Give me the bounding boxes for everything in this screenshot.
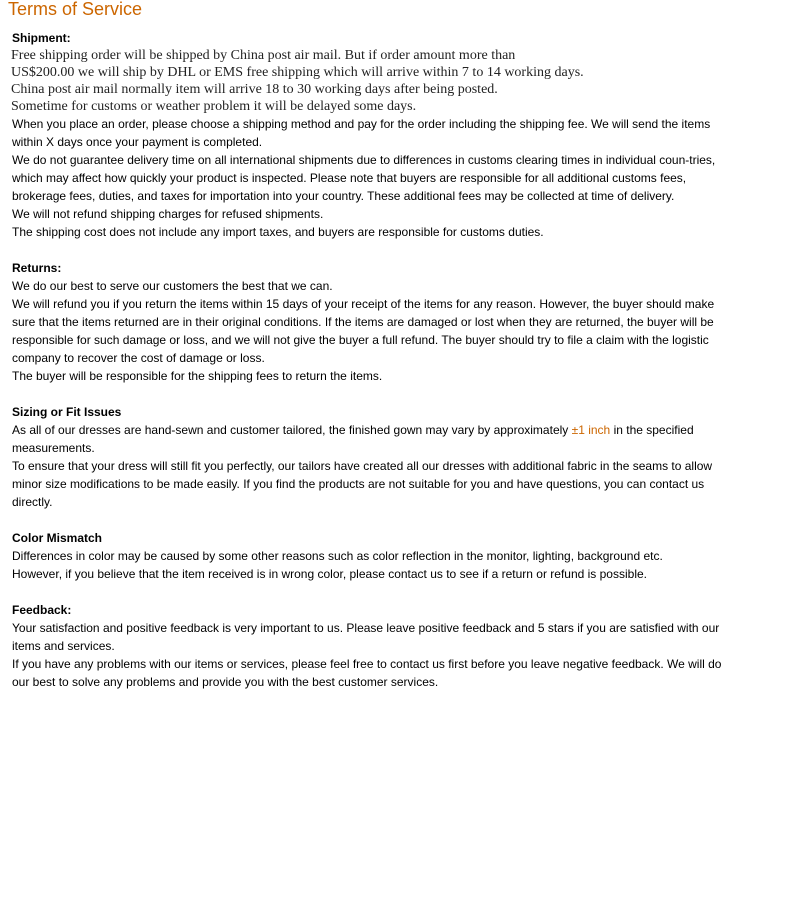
returns-heading: Returns: <box>12 261 62 275</box>
color-paragraph: However, if you believe that the item received is in wrong color, please contact us to see if a return or refund is possible. <box>12 567 647 581</box>
color-paragraph: Differences in color may be caused by some other reasons such as color reflection in the monitor, lighting, background etc. <box>12 549 663 563</box>
feedback-heading: Feedback: <box>12 603 72 617</box>
feedback-paragraph: Your satisfaction and positive feedback is very important to us. Please leave positive feedback and 5 stars if you are satisfied with our items and services. <box>12 621 720 653</box>
shipment-heading: Shipment: <box>12 31 71 45</box>
sizing-text: in the specified measurements. <box>12 423 694 455</box>
shipment-summary-line: China post air mail normally item will arrive 18 to 30 working days after being posted. <box>11 82 498 97</box>
color-heading: Color Mismatch <box>12 531 103 545</box>
shipment-paragraph: The shipping cost does not include any import taxes, and buyers are responsible for customs duties. <box>12 225 544 239</box>
section-spacer <box>12 241 722 259</box>
section-spacer <box>12 385 722 403</box>
feedback-paragraph: If you have any problems with our items or services, please feel free to contact us first before you leave negative feedback. We will do our best to solve any problems and provide you with the best customer services. <box>12 657 722 689</box>
shipment-paragraph: When you place an order, please choose a shipping method and pay for the order including the shipping fee. We will send the items within X days once your payment is completed. <box>12 117 711 149</box>
sizing-paragraph <box>12 421 722 457</box>
shipment-summary-line: Sometime for customs or weather problem it will be delayed some days. <box>11 99 417 114</box>
section-spacer <box>12 511 722 529</box>
shipment-paragraph: We do not guarantee delivery time on all international shipments due to differences in customs clearing times in individual coun-tries, which may affect how quickly your product is inspected. Please note that buyers are responsible for all additional customs fees, brokerage fees, duties, and taxes for importation into your country. These additional fees may be collected at time of delivery. <box>12 153 716 203</box>
shipment-summary-line: US$200.00 we will ship by DHL or EMS free shipping which will arrive within 7 to 14 working days. <box>11 65 584 80</box>
shipment-summary-line: Free shipping order will be shipped by China post air mail. But if order amount more than <box>11 48 516 63</box>
section-spacer <box>12 583 722 601</box>
returns-paragraph: The buyer will be responsible for the shipping fees to return the items. <box>12 369 383 383</box>
returns-paragraph: We do our best to serve our customers the best that we can. <box>12 279 333 293</box>
returns-section <box>12 259 722 385</box>
sizing-heading: Sizing or Fit Issues <box>12 405 122 419</box>
sizing-section <box>12 403 722 511</box>
shipment-paragraph: We will not refund shipping charges for refused shipments. <box>12 207 324 221</box>
page-title: Terms of Service <box>8 0 143 19</box>
sizing-paragraph: To ensure that your dress will still fit you perfectly, our tailors have created all our dresses with additional fabric in the seams to allow minor size modifications to be made easily. If you find the products are not suitable for you and have questions, you can contact us directly. <box>12 459 713 509</box>
feedback-section <box>12 601 722 691</box>
shipment-section <box>12 29 722 241</box>
terms-content <box>12 29 722 691</box>
returns-paragraph: We will refund you if you return the items within 15 days of your receipt of the items for any reason. However, the buyer should make sure that the items returned are in their original conditions. If the items are damaged or lost when they are returned, the buyer will be responsible for such damage or loss, and we will not give the buyer a full refund. The buyer should try to file a claim with the logistic company to recover the cost of damage or loss. <box>12 297 715 365</box>
shipment-summary <box>11 47 722 115</box>
sizing-text: As all of our dresses are hand-sewn and customer tailored, the finished gown may vary by approximately <box>12 423 572 437</box>
color-section <box>12 529 722 583</box>
tolerance-highlight: ±1 inch <box>571 423 611 437</box>
